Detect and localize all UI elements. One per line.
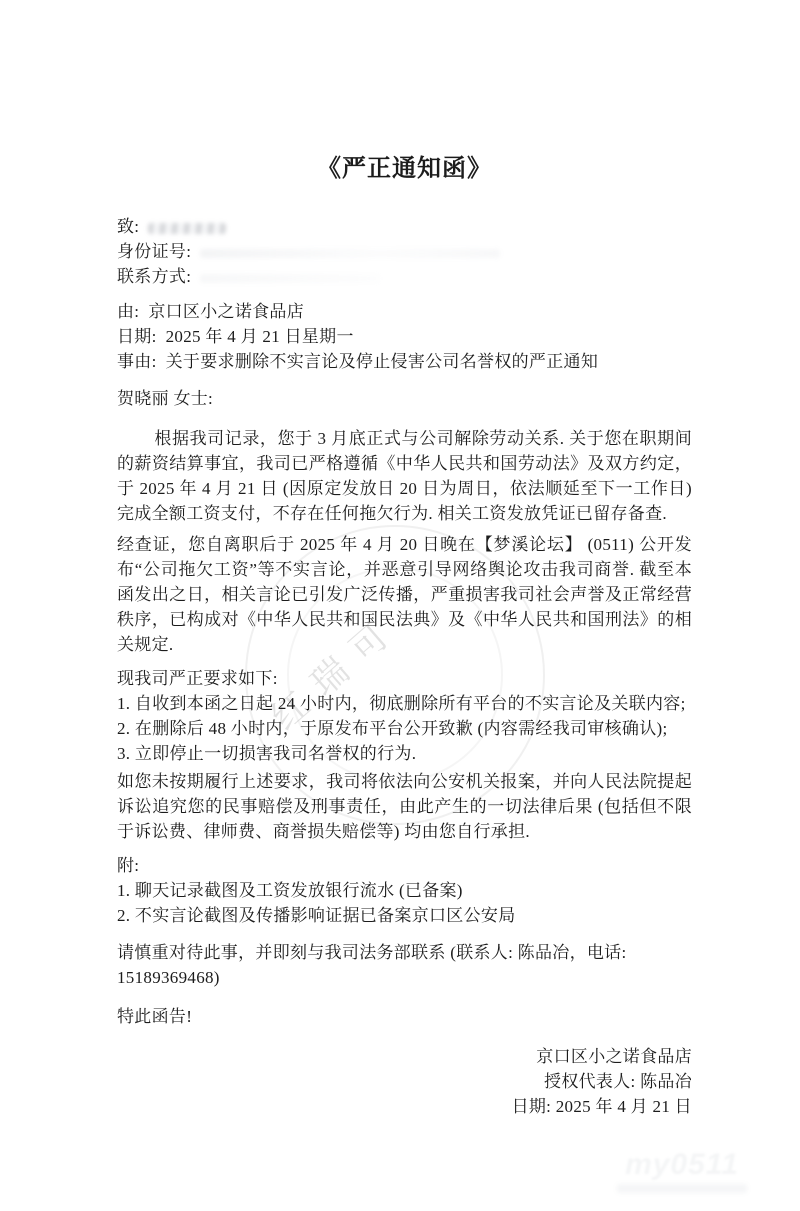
paragraph-defamation-findings: 经查证，您自离职后于 2025 年 4 月 20 日晚在【梦溪论坛】 (0511) 公开发布“公司拖欠工资”等不实言论，并恶意引导网络舆论攻击我司商誉. 截至本函发出之日，相关言论已引发广泛传播，严重损害我司社会声誉及正常经营秩序，已构成对《中华人民共和国民法典》及《中华人民共和国刑法》的相关规定. [117, 535, 692, 654]
stamp-watermark-text: 红瑞可 [264, 605, 409, 739]
attachment-item-1: 1. 聊天记录截图及工资发放银行流水 (已备案) [117, 881, 463, 900]
recipient-block [117, 214, 692, 289]
redacted-id-number [200, 249, 500, 258]
date-value: 2025 年 4 月 21 日星期一 [165, 327, 354, 346]
attachments-label: 附: [117, 856, 140, 875]
from-value: 京口区小之诺食品店 [148, 302, 305, 321]
letter-body [117, 152, 692, 1119]
contact-note: 请慎重对待此事，并即刻与我司法务部联系 (联系人: 陈品冶，电话: 15189369468) [117, 943, 627, 987]
attachments-block [117, 853, 692, 928]
demands-block [117, 666, 692, 766]
redacted-recipient-name [148, 223, 226, 234]
date-line [117, 324, 692, 349]
demands-intro: 现我司严正要求如下: [117, 669, 278, 688]
from-line [117, 299, 692, 324]
recipient-to-line [117, 214, 692, 239]
subject-value: 关于要求删除不实言论及停止侵害公司名誉权的严正通知 [165, 352, 599, 371]
recipient-to-label: 致: [117, 217, 140, 236]
paragraph-legal-warning: 如您未按期履行上述要求，我司将依法向公安机关报案，并向人民法院提起诉讼追究您的民事赔偿及刑事责任，由此产生的一切法律后果 (包括但不限于诉讼费、律师费、商誉损失赔偿等) 均由您自行承担. [117, 772, 692, 841]
signature-company: 京口区小之诺食品店 [536, 1047, 692, 1066]
recipient-id-label: 身份证号: [117, 242, 192, 261]
attachment-item-2: 2. 不实言论截图及传播影响证据已备案京口区公安局 [117, 906, 516, 925]
signature-block [117, 1044, 692, 1119]
signature-date: 日期: 2025 年 4 月 21 日 [511, 1097, 692, 1116]
signature-representative: 授权代表人: 陈品冶 [544, 1072, 692, 1091]
meta-block [117, 299, 692, 374]
letter-title: 《严正通知函》 [317, 156, 492, 182]
subject-line [117, 349, 692, 374]
recipient-contact-line [117, 264, 692, 289]
corner-logo-subtext-bar [617, 1184, 747, 1193]
recipient-id-line [117, 239, 692, 264]
recipient-contact-label: 联系方式: [117, 267, 192, 286]
demand-item-1: 1. 自收到本函之日起 24 小时内，彻底删除所有平台的不实言论及关联内容; [117, 694, 686, 713]
demand-item-3: 3. 立即停止一切损害我司名誉权的行为. [117, 744, 417, 763]
corner-logo-text: my0511 [625, 1148, 739, 1181]
redacted-phone-number [200, 274, 380, 283]
closing-statement: 特此函告! [117, 1007, 193, 1026]
paragraph-wage-settlement: 根据我司记录，您于 3 月底正式与公司解除劳动关系. 关于您在职期间的薪资结算事宜，我司已严格遵循《中华人民共和国劳动法》及双方约定，于 2025 年 4 月 21 日 (因原定发放日 20 日为周日，依法顺延至下一工作日) 完成全额工资支付，不存在任何拖欠行为. 相关工资发放凭证已留存备查. [117, 429, 692, 523]
from-label: 由: [117, 302, 140, 321]
subject-label: 事由: [117, 352, 157, 371]
date-label: 日期: [117, 327, 157, 346]
corner-logo-watermark [592, 1149, 772, 1193]
demand-item-2: 2. 在删除后 48 小时内，于原发布平台公开致歉 (内容需经我司审核确认); [117, 719, 668, 738]
salutation: 贺晓丽 女士: [117, 389, 214, 408]
